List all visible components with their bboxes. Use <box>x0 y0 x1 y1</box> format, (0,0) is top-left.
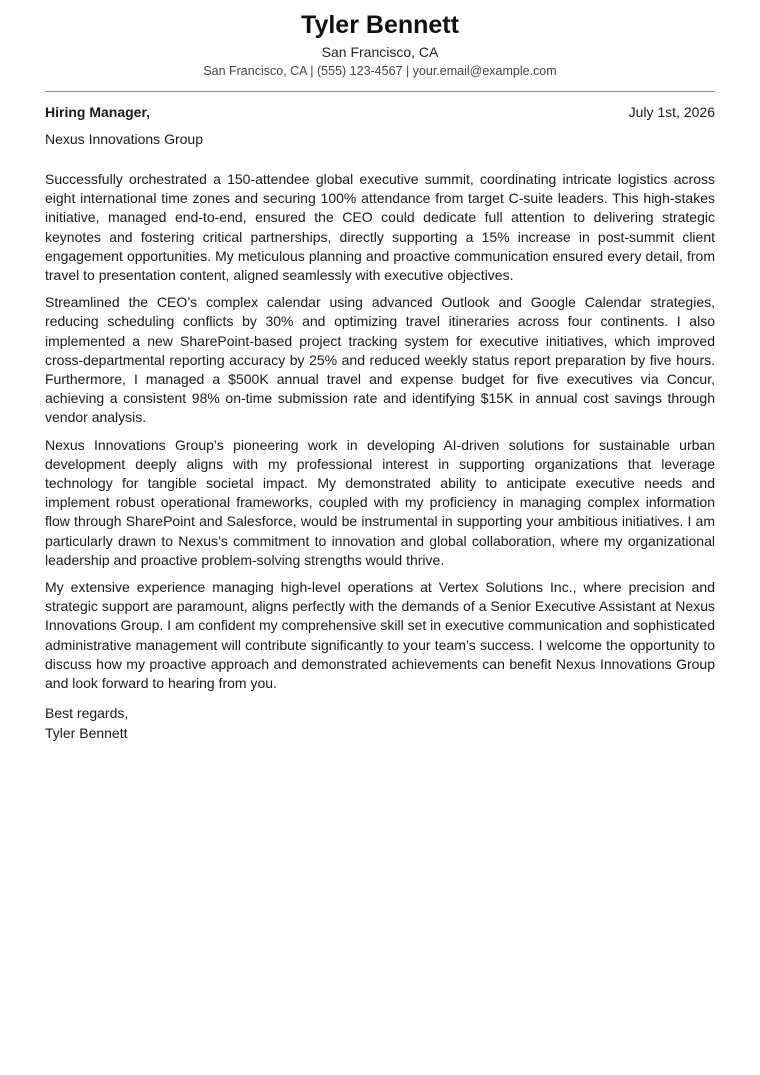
body-paragraph: My extensive experience managing high-level operations at Vertex Solutions Inc., where precision and strategic support are paramount, aligns perfectly with the demands of a Senior Executive Assistant at Nexus Innovations Group. I am confident my comprehensive skill set in executive communication and sophisticated administrative management will contribute significantly to your team’s success. I welcome the opportunity to discuss how my proactive approach and demonstrated achievements can benefit Nexus Innovations Group and look forward to hearing from you. <box>45 579 716 692</box>
body-paragraph: Nexus Innovations Group’s pioneering work in developing AI-driven solutions for sustainable urban development deeply aligns with my professional interest in supporting organizations that leverage technology for tangible societal impact. My demonstrated ability to anticipate executive needs and implement robust operational frameworks, coupled with my proficiency in managing complex information flow through SharePoint and Salesforce, would be instrumental in supporting your ambitious initiatives. I am particularly drawn to Nexus’s commitment to innovation and global collaboration, where my organizational leadership and proactive problem-solving strengths would thrive. <box>45 436 715 568</box>
body-paragraph: Streamlined the CEO’s complex calendar using advanced Outlook and Google Calendar strategies, reducing scheduling conflicts by 30% and optimizing travel itineraries across four continents. I also implemented a new SharePoint-based project tracking system for executive initiatives, which improved cross-departmental reporting accuracy by 25% and reduced weekly status report preparation by five hours. Furthermore, I managed a $500K annual travel and expense budget for five executives via Concur, achieving a consistent 98% on-time submission rate and identifying $15K in annual cost savings through vendor analysis. <box>45 294 715 426</box>
sender-contact-line: San Francisco, CA | (555) 123-4567 | your.email@example.com <box>203 64 557 78</box>
signature-name: Tyler Bennett <box>45 724 128 741</box>
body-paragraph: Successfully orchestrated a 150-attendee global executive summit, coordinating intricate logistics across eight international time zones and securing 100% attendance from target C-suite leaders. This high-stakes initiative, managed end-to-end, ensured the CEO could dedicate full attention to delivering strategic keynotes and fostering critical partnerships, directly supporting a 15% increase in post-summit client engagement opportunities. My meticulous planning and proactive communication ensured every detail, from travel to presentation content, aligned seamlessly with executive objectives. <box>45 171 715 284</box>
letter-body <box>45 170 715 693</box>
letter-date: July 1st, 2026 <box>628 104 715 120</box>
sender-name: Tyler Bennett <box>301 11 459 39</box>
letter-header <box>45 0 715 80</box>
recipient-company: Nexus Innovations Group <box>45 131 203 147</box>
recipient-date-row <box>45 102 715 122</box>
header-divider <box>45 91 715 92</box>
letter-closing <box>45 704 715 743</box>
recipient-salutation: Hiring Manager, <box>45 104 151 120</box>
closing-phrase: Best regards, <box>45 705 129 722</box>
sender-location: San Francisco, CA <box>321 44 439 60</box>
